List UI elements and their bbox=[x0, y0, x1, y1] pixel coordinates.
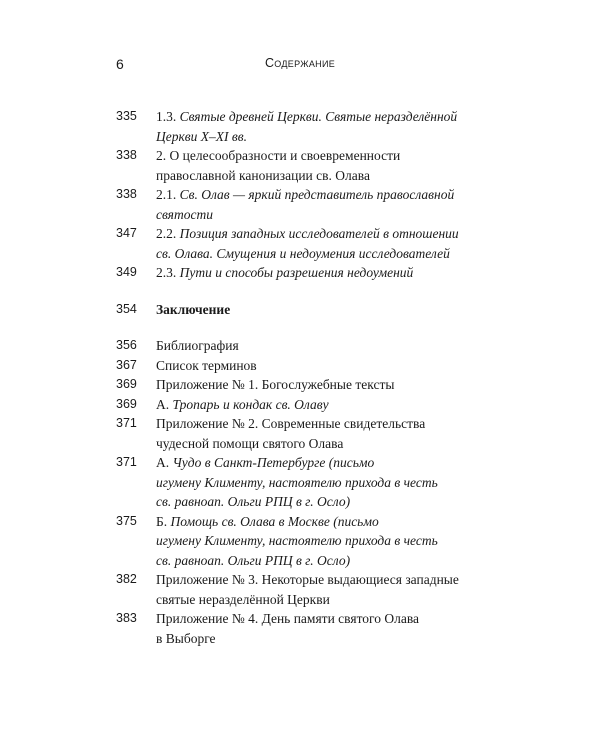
toc-page-number: 371 bbox=[116, 416, 137, 430]
toc-entry-text: Библиография bbox=[156, 338, 239, 353]
toc-entry-text: 1.3. Святые древней Церкви. Святые неразделённой Церкви X–XI вв. bbox=[156, 109, 458, 144]
toc-page-number: 347 bbox=[116, 226, 137, 240]
toc-page-number: 367 bbox=[116, 357, 137, 372]
toc-entry bbox=[116, 336, 516, 356]
toc-page-number: 356 bbox=[116, 338, 137, 352]
toc-page-number: 354 bbox=[116, 301, 137, 316]
toc-entry bbox=[116, 263, 516, 283]
toc-entry bbox=[116, 414, 516, 453]
toc-entry-text: Приложение № 3. Некоторые выдающиеся западные святые неразделённой Церкви bbox=[156, 572, 459, 607]
table-of-contents bbox=[116, 107, 516, 648]
toc-page-number: 383 bbox=[116, 611, 137, 625]
toc-page-number: 375 bbox=[116, 513, 137, 528]
toc-entry-text: 2.2. Позиция западных исследователей в отношении св. Олава. Смущения и недоумения исследователей bbox=[156, 226, 459, 261]
toc-entry-text: Заключение bbox=[156, 301, 231, 317]
toc-page-number: 369 bbox=[116, 377, 137, 391]
toc-page-number: 338 bbox=[116, 187, 137, 201]
toc-entry bbox=[116, 609, 516, 648]
toc-page-number: 382 bbox=[116, 572, 137, 586]
toc-entry-text: 2. О целесообразности и своевременности православной канонизации св. Олава bbox=[156, 148, 401, 183]
toc-entry-text: Б. Помощь св. Олава в Москве (письмо игумену Клименту, настоятелю прихода в честь св. равноап. Ольги РПЦ в г. Осло) bbox=[156, 513, 438, 568]
page-number: 6 bbox=[116, 56, 124, 72]
toc-entry bbox=[116, 375, 516, 395]
toc-entry bbox=[116, 453, 516, 512]
toc-page-number: 369 bbox=[116, 396, 137, 411]
toc-entry-text: Приложение № 1. Богослужебные тексты bbox=[156, 377, 395, 392]
toc-entry bbox=[116, 146, 516, 185]
toc-page-number: 338 bbox=[116, 148, 137, 162]
toc-entry-text: Список терминов bbox=[156, 357, 257, 373]
toc-entry bbox=[116, 356, 516, 376]
toc-entry-conclusion bbox=[116, 300, 516, 320]
toc-entry-text: 2.3. Пути и способы разрешения недоумений bbox=[156, 265, 414, 280]
toc-entry bbox=[116, 224, 516, 263]
toc-entry-text: А. Чудо в Санкт-Петербурге (письмо игумену Клименту, настоятелю прихода в честь св. равноап. Ольги РПЦ в г. Осло) bbox=[156, 455, 438, 509]
toc-entry-text: А. Тропарь и кондак св. Олаву bbox=[156, 396, 329, 412]
toc-entry bbox=[116, 512, 516, 571]
toc-entry bbox=[116, 107, 516, 146]
toc-entry bbox=[116, 570, 516, 609]
toc-page-number: 349 bbox=[116, 265, 137, 279]
toc-page-number: 335 bbox=[116, 109, 137, 123]
toc-entry-text: 2.1. Св. Олав — яркий представитель православной святости bbox=[156, 187, 455, 222]
toc-page-number: 371 bbox=[116, 455, 137, 469]
toc-entry bbox=[116, 185, 516, 224]
running-title: Содержание bbox=[264, 56, 336, 70]
toc-entry bbox=[116, 395, 516, 415]
toc-entry-text: Приложение № 2. Современные свидетельства чудесной помощи святого Олава bbox=[156, 416, 426, 451]
toc-entry-text: Приложение № 4. День памяти святого Олава в Выборге bbox=[156, 611, 420, 646]
